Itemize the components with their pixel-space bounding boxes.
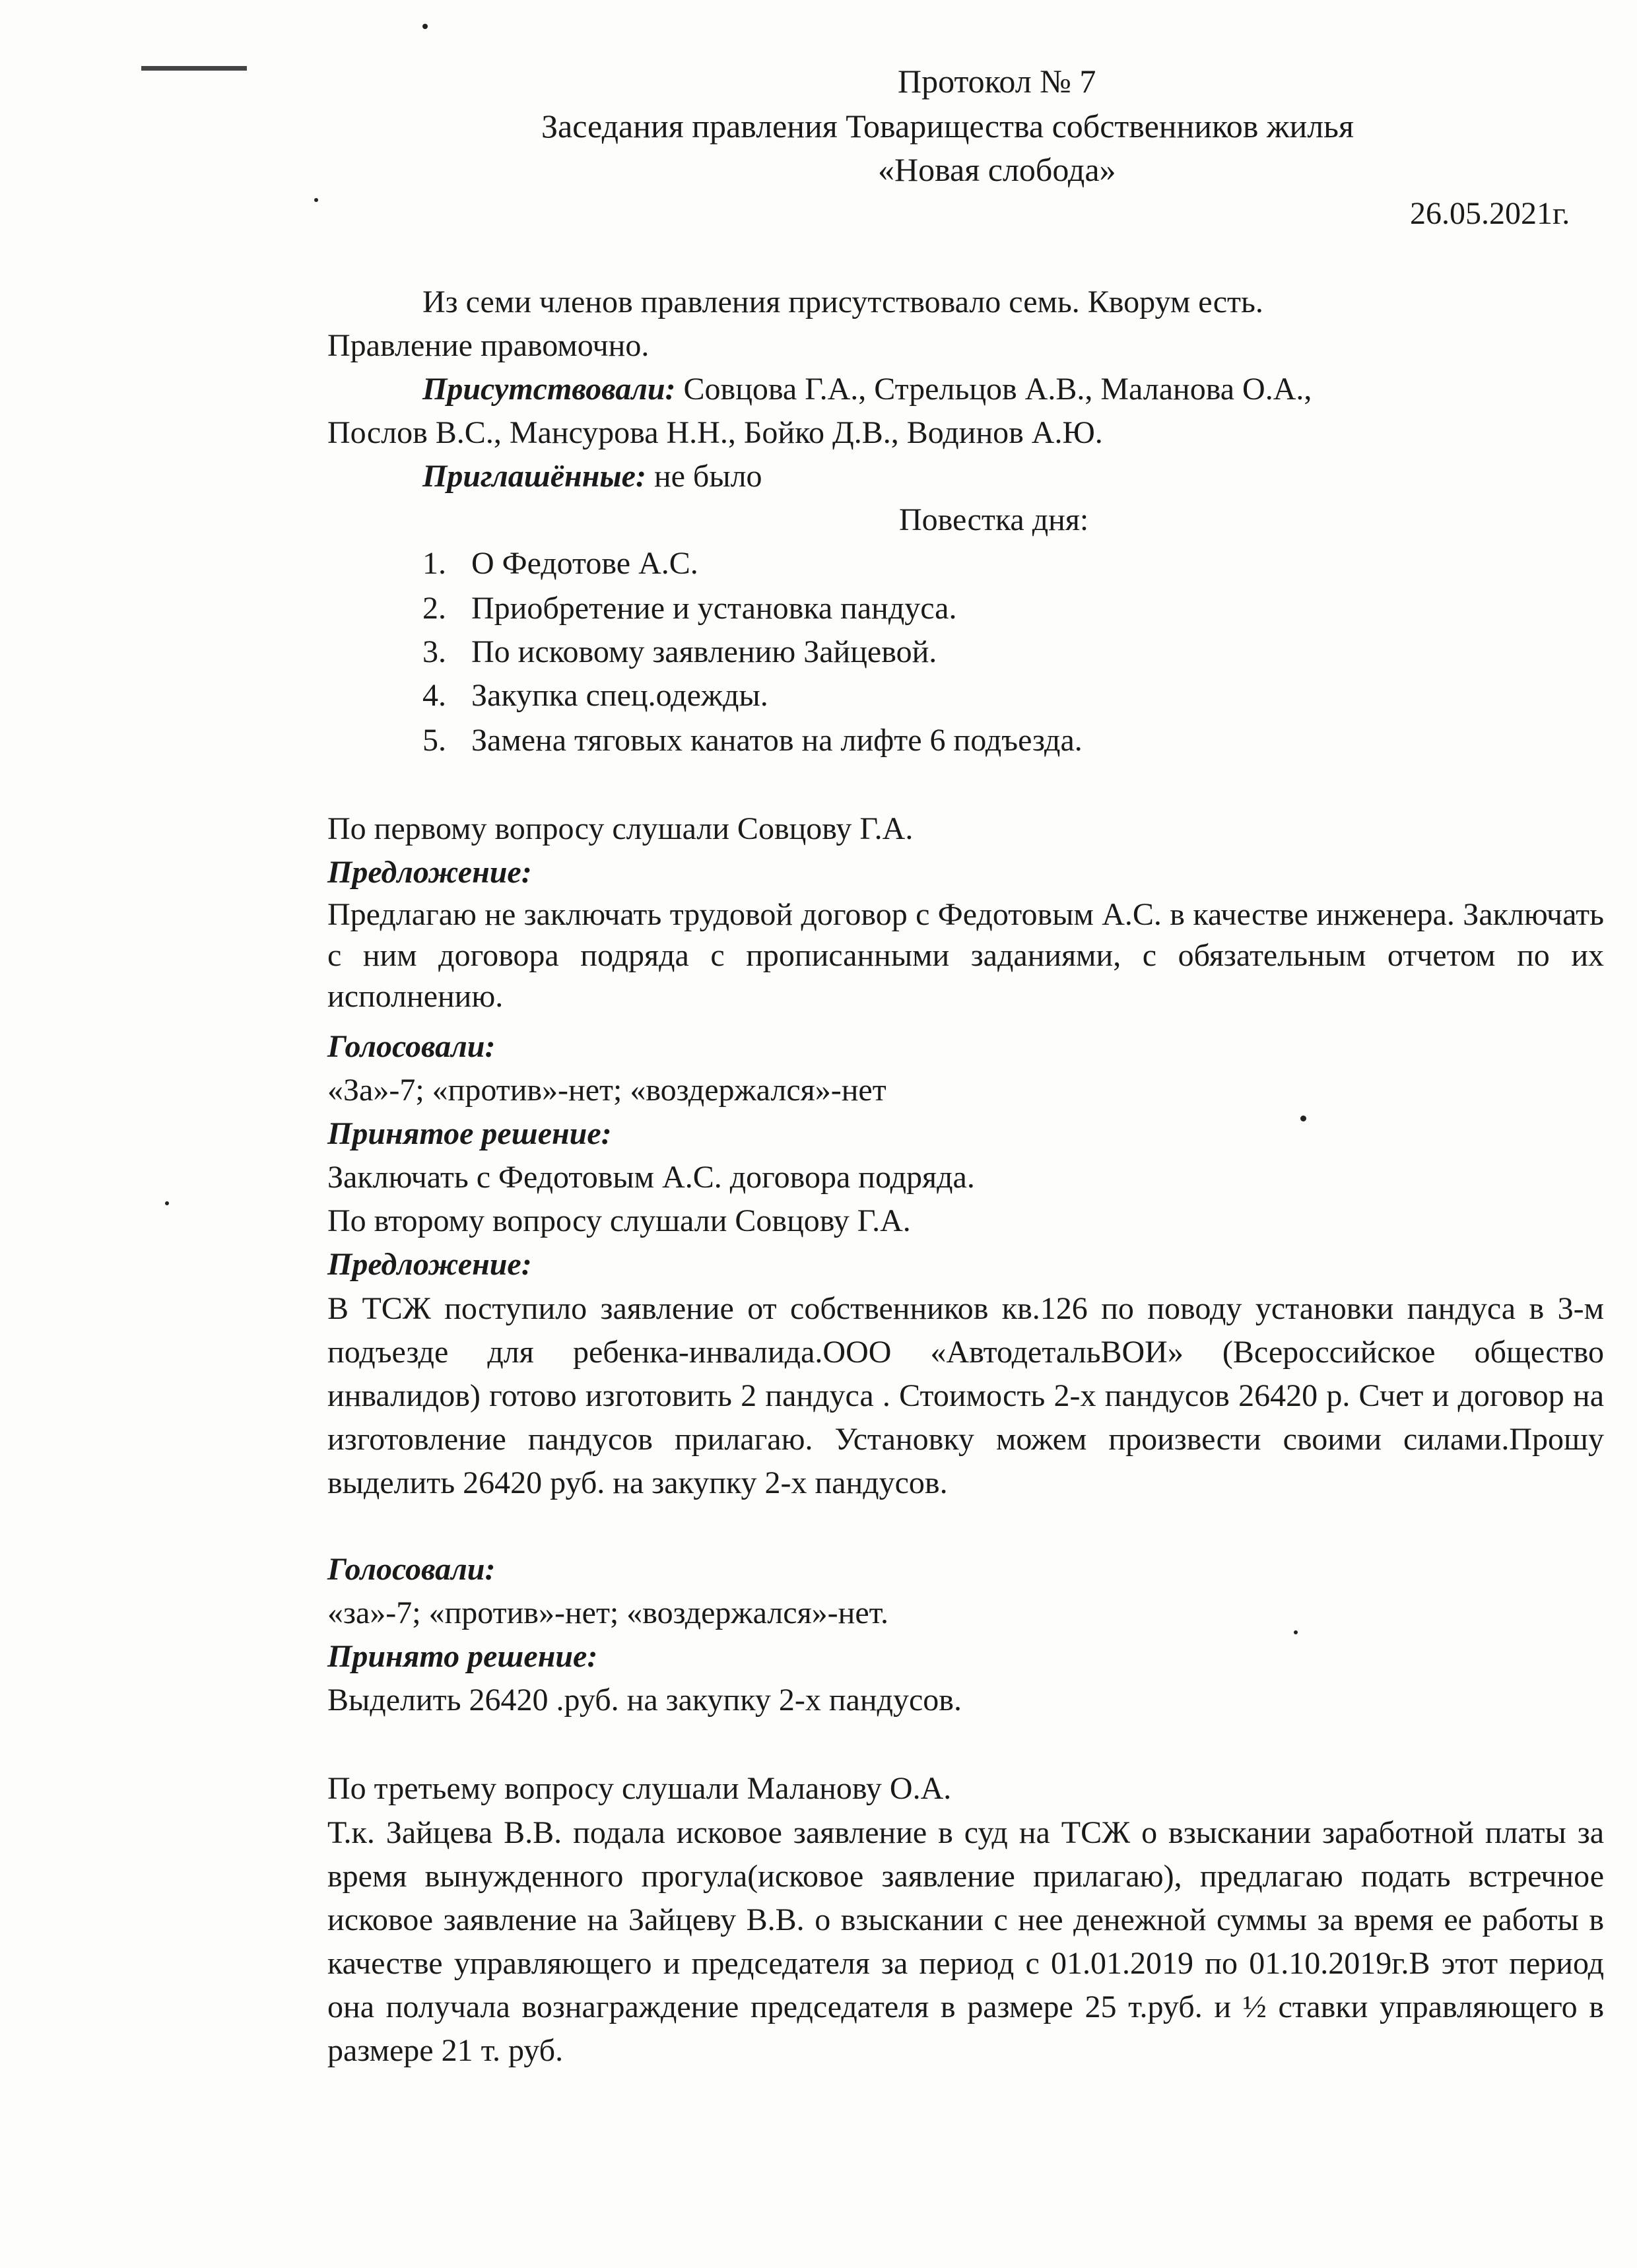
scan-artifact-dot [165,1201,169,1205]
q2-votes: «за»-7; «против»-нет; «воздержался»-нет. [327,1595,888,1630]
q1-heard: По первому вопросу слушали Совцову Г.А. [327,811,914,846]
q1-decision-label: Принятое решение: [327,1116,612,1151]
agenda-item-number: 3. [422,634,446,669]
q3-text: Т.к. Зайцева В.В. подала исковое заявление в суд на ТСЖ о взыскании заработной платы за время вынужденного прогула(исковое заявление прилагаю), предлагаю подать встречное исковое заявление на Зайцеву В.В. о взыскании с нее денежной суммы за время ее работы в качестве управляющего и председателя за период с 01.01.2019 по 01.10.2019г.В этот период она получала вознаграждение председателя в размере 25 т.руб. и ½ ставки управляющего в размере 21 т. руб. [327,1815,1604,2068]
protocol-title: Протокол № 7 [898,63,1096,100]
invited-label: Приглашённые: [422,459,646,494]
q2-proposal-text: В ТСЖ поступило заявление от собственников кв.126 по поводу установки пандуса в 3-м подъезде для ребенка-инвалида.ООО «АвтодетальВОИ» (Всероссийское общество инвалидов) готово изготовить 2 пандуса . Стоимость 2-х пандусов 26420 р. Счет и договор на изготовление пандусов прилагаю. Установку можем произвести своими силами.Прошу выделить 26420 руб. на закупку 2-х пандусов. [327,1291,1604,1500]
present-members: Совцова Г.А., Стрельцов А.В., Маланова О.А., [675,372,1312,407]
scan-artifact-dot [1294,1630,1298,1634]
agenda-item [422,548,698,580]
protocol-subtitle: Заседания правления Товарищества собственников жилья [541,108,1354,145]
agenda-item [422,680,768,712]
agenda-title: Повестка дня: [899,502,1089,537]
agenda-item-number: 1. [422,546,446,581]
protocol-date: 26.05.2021г. [1410,196,1570,231]
agenda-item-text: Замена тяговых канатов на лифте 6 подъезда. [471,723,1083,758]
q3-heard: По третьему вопросу слушали Маланову О.А. [327,1771,952,1806]
agenda-item-number: 5. [422,723,446,758]
agenda-item-text: Закупка спец.одежды. [471,678,768,713]
organization-name: «Новая слобода» [878,151,1116,188]
agenda-item [422,725,1083,756]
present-label: Присутствовали: [422,372,676,407]
q2-decision: Выделить 26420 .руб. на закупку 2-х пандусов. [327,1683,962,1718]
q2-voted-label: Голосовали: [327,1552,496,1587]
q1-voted-label: Голосовали: [327,1029,496,1064]
agenda-item-text: По исковому заявлению Зайцевой. [471,634,937,669]
scan-artifact-dot [1300,1116,1306,1121]
q1-proposal-text: Предлагаю не заключать трудовой договор с Федотовым А.С. в качестве инженера. Заключать с ним договора подряда с прописанными заданиями, с обязательным отчетом по их исполнению. [327,897,1604,1014]
scan-artifact-dot [314,198,318,202]
invited-value: не было [646,459,762,494]
scan-artifact-line [141,66,247,71]
scan-artifact-dot [422,24,428,29]
agenda-item-text: О Федотове А.С. [471,546,698,581]
agenda-item [422,593,956,624]
agenda-item-number: 4. [422,678,446,713]
agenda-item-text: Приобретение и установка пандуса. [471,591,957,626]
present-members-line [422,374,1312,405]
q1-votes: «За»-7; «против»-нет; «воздержался»-нет [327,1073,886,1108]
present-members-continued: Послов В.С., Мансурова Н.Н., Бойко Д.В., Водинов А.Ю. [327,415,1103,450]
q1-decision: Заключать с Федотовым А.С. договора подряда. [327,1160,975,1195]
q2-decision-label: Принято решение: [327,1639,598,1674]
invited-line [422,461,762,492]
agenda-item-number: 2. [422,591,446,626]
quorum-text: Из семи членов правления присутствовало семь. Кворум есть. [422,284,1263,319]
q2-proposal-label: Предложение: [327,1247,532,1282]
q2-heard: По второму вопросу слушали Совцову Г.А. [327,1203,911,1238]
q1-proposal-label: Предложение: [327,855,532,890]
quorum-text-continued: Правление правомочно. [327,328,650,363]
agenda-item [422,636,937,668]
